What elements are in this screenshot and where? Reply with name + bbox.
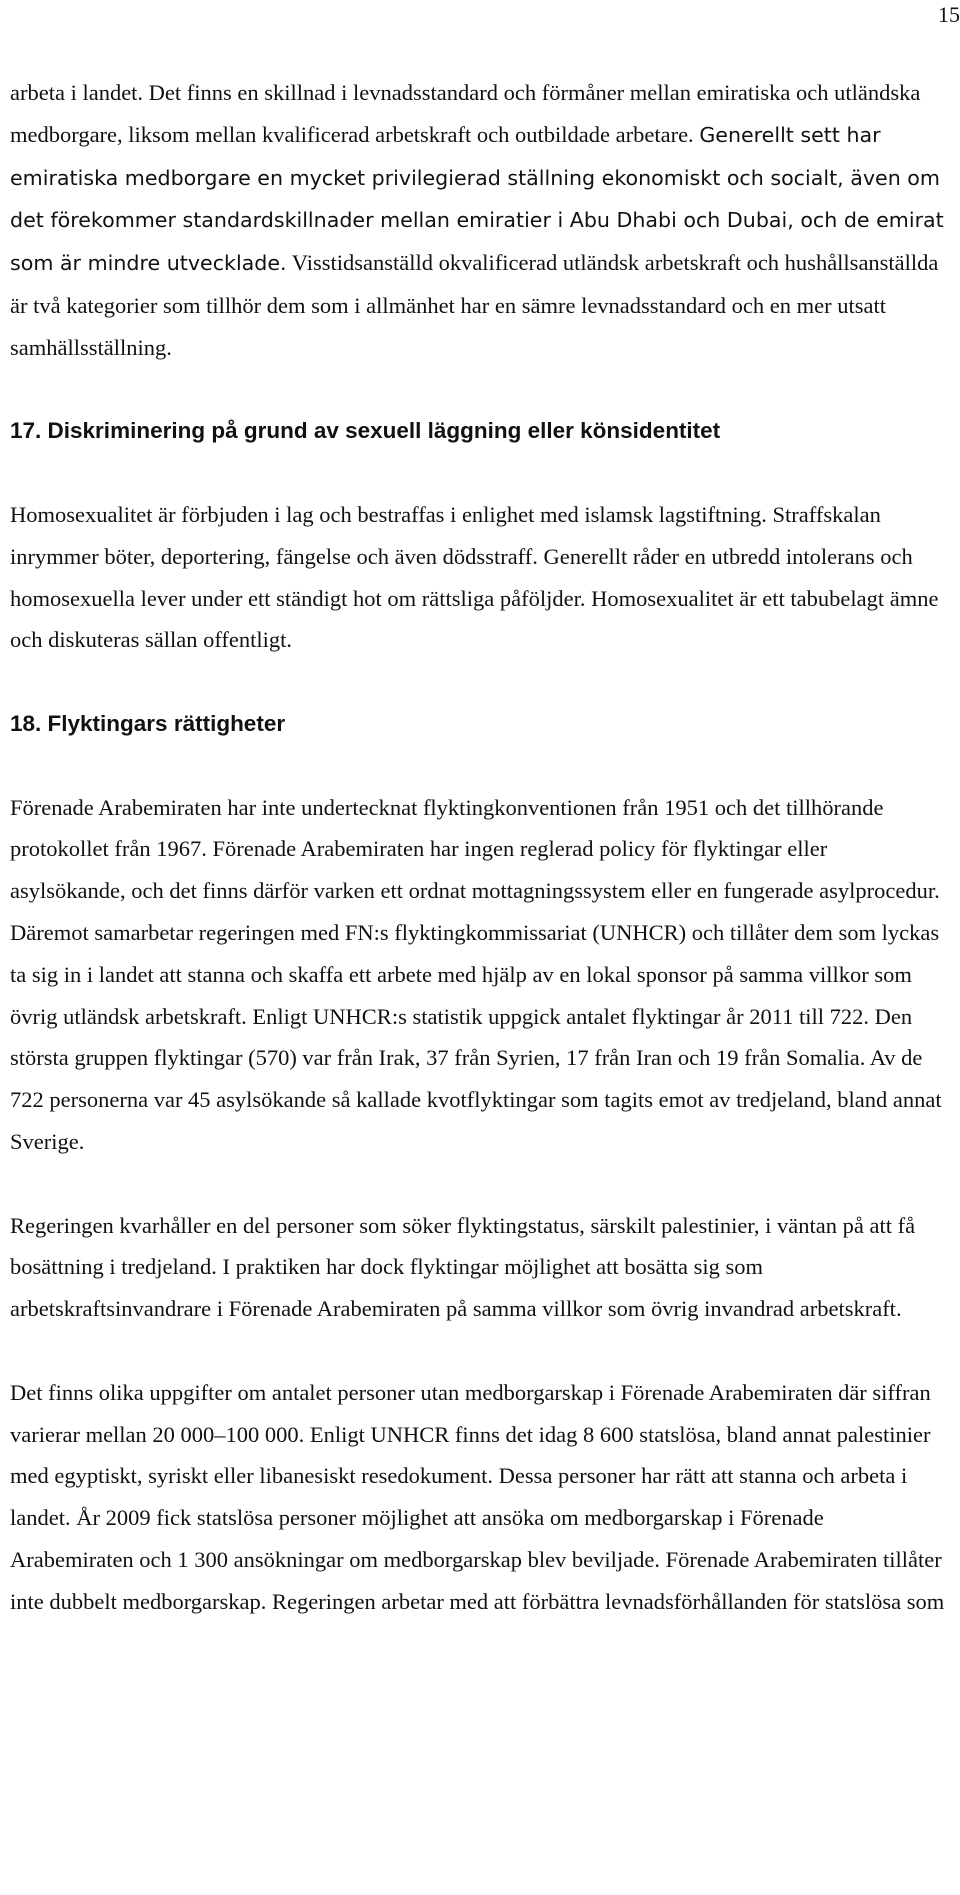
document-body bbox=[10, 72, 948, 1622]
spacer bbox=[10, 452, 948, 494]
intro-paragraph bbox=[10, 72, 948, 369]
section-18-paragraph-1: Förenade Arabemiraten har inte undertecknat flyktingkonventionen från 1951 och det tillhörande protokollet från 1967. Förenade Arabemiraten har ingen reglerad policy för flyktingar eller asylsökande, och det finns därför varken ett ordnat mottagningssystem eller en fungerade asylprocedur. Däremot samarbetar regeringen med FN:s flyktingkommissariat (UNHCR) och tillåter dem som lyckas ta sig in i landet att stanna och skaffa ett arbete med hjälp av en lokal sponsor på samma villkor som övrig utländsk arbetskraft. Enligt UNHCR:s statistik uppgick antalet flyktingar år 2011 till 722. Den största gruppen flyktingar (570) var från Irak, 37 från Syrien, 17 från Iran och 19 från Somalia. Av de 722 personerna var 45 asylsökande så kallade kvotflyktingar som tagits emot av tredjeland, bland annat Sverige. bbox=[10, 794, 942, 1154]
section-17-heading: 17. Diskriminering på grund av sexuell läggning eller könsidentitet bbox=[10, 418, 721, 444]
spacer bbox=[10, 1163, 948, 1205]
intro-text-serif-end: Visstidsanställd okvalificerad utländsk arbetskraft och hushållsanställda är två kategorier som tillhör dem som i allmänhet har en sämre levnadsstandard och en mer utsatt samhällsställning. bbox=[10, 250, 939, 360]
section-17-paragraph: Homosexualitet är förbjuden i lag och bestraffas i enlighet med islamsk lagstiftning. Straffskalan inrymmer böter, deportering, fängelse och även dödsstraff. Generellt råder en utbredd intolerans och homosexuella lever under ett ständigt hot om rättsliga påföljder. Homosexualitet är ett tabubelagt ämne och diskuteras sällan offentligt. bbox=[10, 501, 939, 653]
spacer bbox=[10, 1330, 948, 1372]
spacer bbox=[10, 745, 948, 787]
section-18-heading: 18. Flyktingars rättigheter bbox=[10, 710, 286, 736]
spacer bbox=[10, 369, 948, 411]
page-number: 15 bbox=[938, 2, 960, 27]
intro-text-sans: Generellt sett har emiratiska medborgare en mycket privilegierad ställning ekonomiskt och socialt, även om det förekommer standardskillnader mellan emiratier i Abu Dhabi och Dubai, och de emirat som är mindre utvecklade. bbox=[10, 122, 944, 276]
section-18-paragraph-2: Regeringen kvarhåller en del personer som söker flyktingstatus, särskilt palestinier, i väntan på att få bosättning i tredjeland. I praktiken har dock flyktingar möjlighet att bosätta sig som arbetskraftsinvandrare i Förenade Arabemiraten på samma villkor som övrig invandrad arbetskraft. bbox=[10, 1212, 916, 1322]
section-18-paragraph-3: Det finns olika uppgifter om antalet personer utan medborgarskap i Förenade Arabemiraten där siffran varierar mellan 20 000–100 000. Enligt UNHCR finns det idag 8 600 statslösa, bland annat palestinier med egyptiskt, syriskt eller libanesiskt resedokument. Dessa personer har rätt att stanna och arbeta i landet. År 2009 fick statslösa personer möjlighet att ansöka om medborgarskap i Förenade Arabemiraten och 1 300 ansökningar om medborgarskap blev beviljade. Förenade Arabemiraten tillåter inte dubbelt medborgarskap. Regeringen arbetar med att förbättra levnadsförhållanden för statslösa som bbox=[10, 1379, 945, 1614]
spacer bbox=[10, 661, 948, 703]
intro-text-serif: arbeta i landet. Det finns en skillnad i levnadsstandard och förmåner mellan emiratiska och utländska medborgare, liksom mellan kvalificerad arbetskraft och outbildade arbetare. bbox=[10, 80, 921, 147]
